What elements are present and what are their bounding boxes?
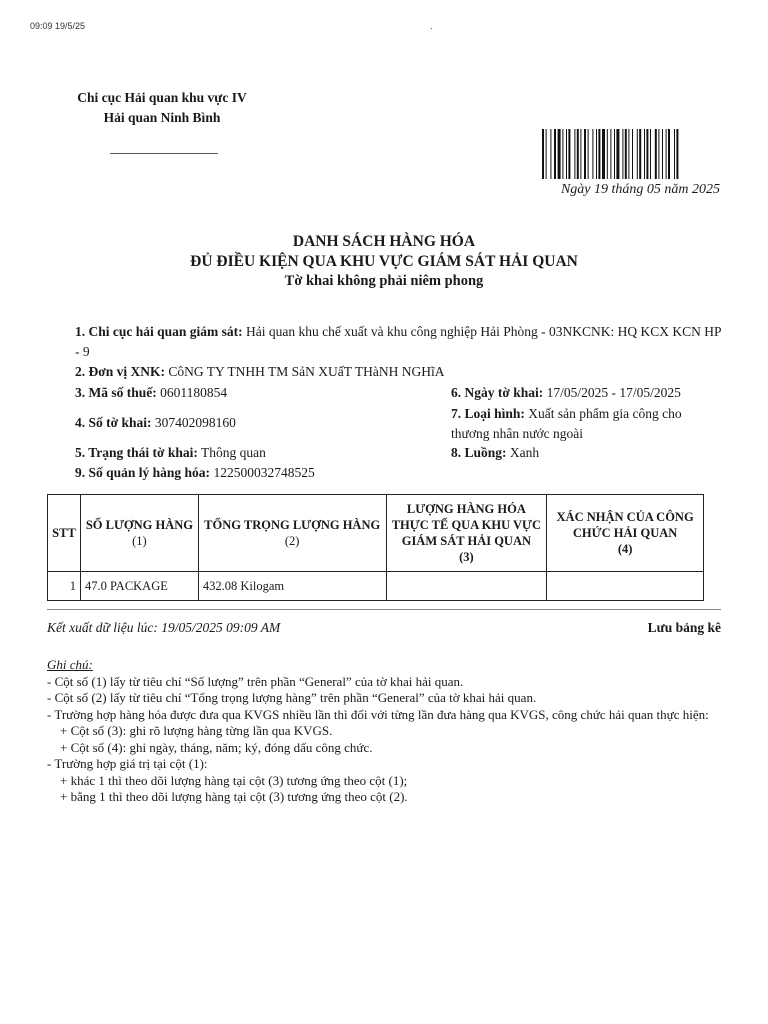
field-goods-mgmt-number-value: 122500032748525	[210, 465, 315, 480]
cell-total-weight: 432.08 Kilogam	[198, 572, 386, 601]
field-trader-label: 2. Đơn vị XNK:	[75, 364, 165, 379]
field-declaration-status-value: Thông quan	[197, 445, 266, 460]
agency-line-1: Chi cục Hải quan khu vực IV	[77, 90, 247, 105]
field-declaration-number-label: 4. Số tờ khai:	[75, 415, 152, 430]
note-line-1: - Cột số (1) lấy từ tiêu chí “Số lượng” trên phần “General” của tờ khai hải quan.	[47, 673, 464, 689]
field-type	[451, 404, 716, 444]
print-timestamp: 09:09 19/5/25	[30, 21, 86, 31]
header-actual-quantity	[386, 495, 547, 572]
header-actual-quantity-title: LƯỢNG HÀNG HÓA THỰC TẾ QUA KHU VỰC GIÁM SÁT HẢI QUAN	[391, 502, 542, 548]
header-total-weight-number: (2)	[284, 534, 300, 548]
field-declaration-date	[451, 383, 681, 403]
agency-line-2: Hải quan Ninh Bình	[103, 110, 221, 125]
note-line-4: + Cột số (3): ghi rõ lượng hàng từng lần qua KVGS.	[47, 723, 333, 738]
header-officer-confirmation-title: XÁC NHẬN CỦA CÔNG CHỨC HẢI QUAN	[556, 510, 694, 540]
field-declaration-date-label: 6. Ngày tờ khai:	[451, 385, 544, 400]
title-line-1: DANH SÁCH HÀNG HÓA	[292, 233, 476, 250]
document-date: Ngày 19 tháng 05 năm 2025	[560, 182, 720, 197]
field-trader	[75, 362, 725, 382]
field-customs-office-value: Hải quan khu chế xuất và khu công nghiệp Hải Phòng - 03NKCNK: HQ KCX KCN HP - 9	[75, 324, 721, 359]
print-center-mark: .	[430, 21, 433, 31]
note-line-2: - Cột số (2) lấy từ tiêu chí “Tổng trọng lượng hàng” trên phần “General” của tờ khai hải quan.	[47, 690, 537, 705]
header-stt-label: STT	[52, 526, 76, 540]
notes-heading: Ghi chú:	[47, 657, 93, 672]
note-line-7: + khác 1 thì theo dõi lượng hàng tại cột (3) tương ứng theo cột (1);	[47, 772, 408, 788]
archive-label: Lưu bảng kê	[647, 620, 721, 635]
header-quantity	[80, 495, 198, 572]
field-declaration-number-value: 307402098160	[151, 415, 236, 430]
note-line-8: + bằng 1 thì theo dõi lượng hàng tại cột (3) tương ứng theo cột (2).	[47, 789, 408, 804]
cell-quantity: 47.0 PACKAGE	[80, 572, 198, 601]
barcode	[542, 129, 720, 179]
field-declaration-status-label: 5. Trạng thái tờ khai:	[75, 445, 198, 460]
field-type-value: Xuất sản phẩm gia công cho thương nhân nước ngoài	[451, 406, 682, 441]
note-line-3: - Trường hợp hàng hóa được đưa qua KVGS nhiều lần thì đối với từng lần đưa hàng qua KVGS, công chức hải quan thực hiện:	[47, 706, 709, 722]
field-type-label: 7. Loại hình:	[451, 406, 525, 421]
field-customs-office	[75, 322, 725, 362]
field-customs-office-label: 1. Chi cục hải quan giám sát:	[75, 324, 243, 339]
field-declaration-number	[75, 413, 236, 433]
field-channel	[451, 443, 539, 463]
table-row	[48, 572, 704, 601]
header-officer-confirmation	[547, 495, 704, 572]
field-tax-code-label: 3. Mã số thuế:	[75, 385, 157, 400]
agency-underline	[110, 153, 218, 154]
field-goods-mgmt-number-label: 9. Số quản lý hàng hóa:	[75, 465, 211, 480]
field-goods-mgmt-number	[75, 463, 315, 483]
note-line-5: + Cột số (4): ghi ngày, tháng, năm; ký, đóng dấu công chức.	[47, 739, 373, 755]
export-timestamp: Kết xuất dữ liệu lúc: 19/05/2025 09:09 AM	[47, 620, 281, 635]
header-officer-confirmation-number: (4)	[617, 542, 633, 556]
field-declaration-status	[75, 443, 266, 463]
header-actual-quantity-number: (3)	[459, 550, 474, 564]
table-header-row	[48, 495, 704, 572]
cell-stt: 1	[48, 572, 81, 601]
footer-divider	[47, 609, 721, 610]
field-declaration-date-value: 17/05/2025 - 17/05/2025	[543, 385, 681, 400]
note-line-6: - Trường hợp giá trị tại cột (1):	[47, 756, 208, 771]
header-quantity-title: SỐ LƯỢNG HÀNG	[85, 518, 193, 532]
cell-actual-quantity	[386, 572, 547, 601]
notes-section	[47, 657, 727, 806]
cell-officer-confirmation	[547, 572, 704, 601]
field-tax-code-value: 0601180854	[156, 385, 228, 400]
title-line-2: ĐỦ ĐIỀU KIỆN QUA KHU VỰC GIÁM SÁT HẢI QUAN	[190, 253, 578, 270]
goods-table	[47, 494, 704, 601]
header-total-weight-title: TỔNG TRỌNG LƯỢNG HÀNG	[204, 518, 381, 532]
field-tax-code	[75, 383, 227, 403]
field-channel-value: Xanh	[506, 445, 540, 460]
header-quantity-number: (1)	[132, 534, 147, 548]
header-stt	[48, 495, 81, 572]
header-total-weight	[198, 495, 386, 572]
field-trader-value: CôNG TY TNHH TM SảN XUấT THàNH NGHĩA	[164, 364, 445, 379]
field-channel-label: 8. Luồng:	[451, 445, 507, 460]
title-line-3: Tờ khai không phải niêm phong	[284, 273, 484, 289]
